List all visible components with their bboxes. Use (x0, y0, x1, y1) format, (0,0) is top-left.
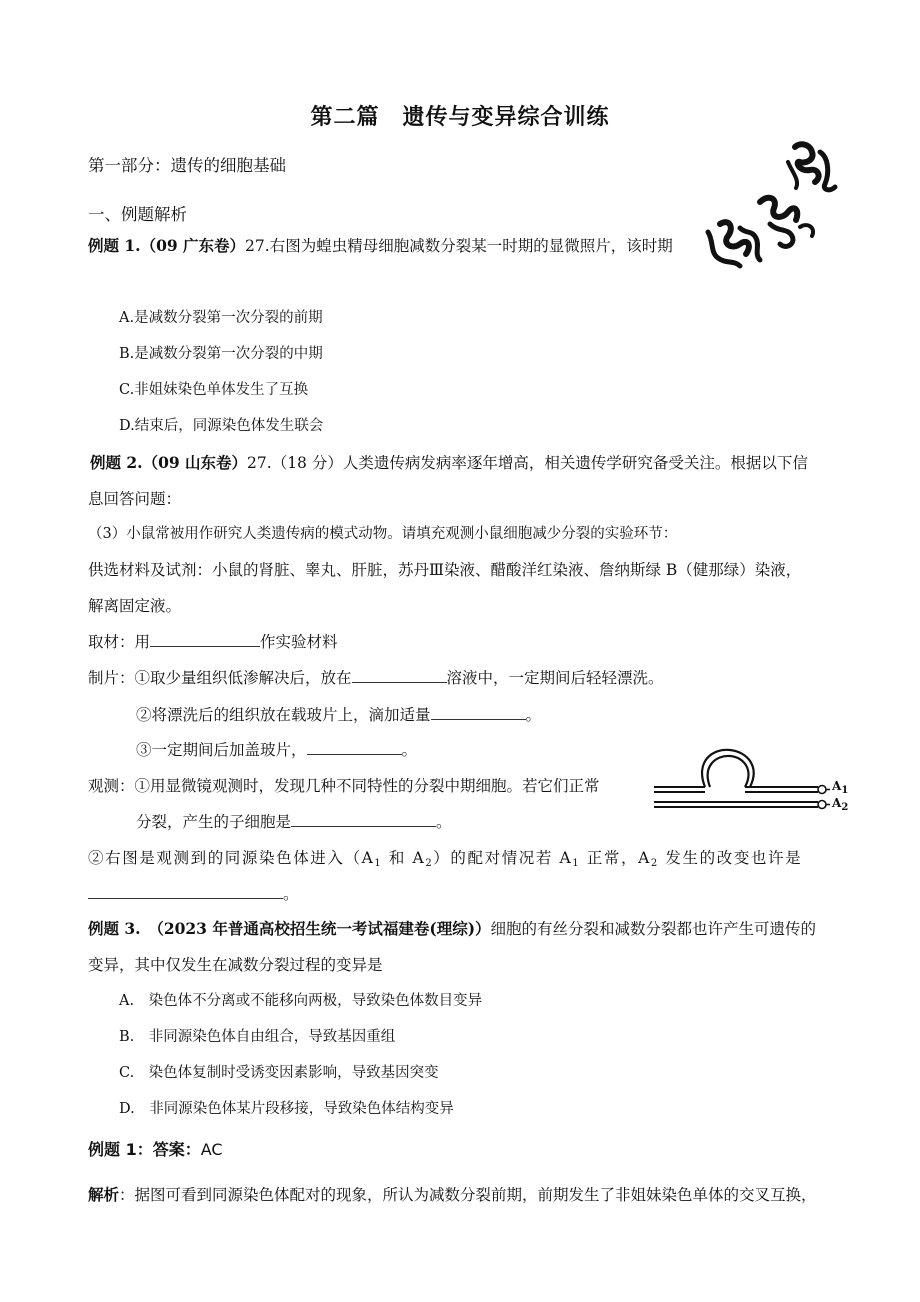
observe-step-1b-post: 。 (436, 813, 452, 831)
example-1-option-d: D.结束后，同源染色体发生联会 (119, 418, 324, 434)
prep-step-1-post: 溶液中，一定期间后轻轻漂洗。 (446, 669, 664, 687)
example-3-option-a: A. 染色体不分离或不能移向两极，导致染色体数目变异 (119, 993, 483, 1009)
diagram-label-a2 (832, 796, 848, 813)
example-1-option-a: A.是减数分裂第一次分裂的前期 (119, 310, 323, 326)
prep-step-3 (136, 738, 417, 760)
take-material-line (88, 630, 338, 652)
analysis-text: ：据图可看到同源染色体配对的现象，所认为减数分裂前期，前期发生了非姐妹染色单体的交叉互换， (119, 1186, 817, 1204)
part-heading: 第一部分：遗传的细胞基础 (88, 156, 286, 175)
sub-a2: 2 (425, 858, 434, 869)
example-3-line-1 (88, 917, 816, 939)
prep-step-1-pre: 制片：①取少量组织低渗解决后，放在 (88, 669, 352, 687)
sub-a1: 1 (374, 858, 383, 869)
sub-a1-2: 1 (572, 858, 581, 869)
observe-step-1: 观测：①用显微镜观测时，发现几种不同特性的分裂中期细胞。若它们正常 (88, 777, 600, 795)
prep-step-2-post: 。 (525, 706, 542, 724)
analysis-line (88, 1183, 817, 1205)
example-1-question (88, 234, 673, 256)
sub-a2-2: 2 (650, 858, 659, 869)
blank-prep-2[interactable] (431, 705, 526, 720)
prep-step-1 (88, 666, 664, 688)
diagram-label-a2-sub: 2 (841, 802, 849, 813)
example-3-label: 例题 3. （2023 年普通高校招生统一考试福建卷(理综)） (88, 919, 491, 938)
blank-observe-2[interactable] (88, 884, 283, 899)
observe-step-2b (88, 882, 299, 904)
example-2-materials-2: 解离固定液。 (88, 597, 182, 615)
diagram-label-a2-letter: A (832, 796, 842, 810)
example-2-materials-1: 供选材料及试剂：小鼠的肾脏、睾丸、肝脏，苏丹Ⅲ染液、醋酸洋红染液、詹纳斯绿 B（健那绿）染液， (88, 561, 802, 579)
observe-step-2-pre: ②右图是观测到的同源染色体进入（A (88, 849, 375, 867)
answer-label: 例题 1：答案： (88, 1140, 201, 1159)
page-title: 第二篇 遗传与变异综合训练 (310, 105, 610, 130)
prep-step-3-post: 。 (401, 741, 418, 759)
example-1-label: 例题 1.（09 广东卷） (88, 236, 246, 255)
blank-prep-1[interactable] (352, 668, 447, 683)
example-3-option-b: B. 非同源染色体自由组合，导致基因重组 (119, 1029, 396, 1045)
example-2-q3: （3）小鼠常被用作研究人类遗传病的模式动物。请填充观测小鼠细胞减少分裂的实验环节： (88, 526, 678, 542)
observe-step-2b-post: 。 (283, 885, 299, 903)
observe-step-2-post: 发生的改变也许是 (658, 849, 803, 867)
take-material-pre: 取材：用 (88, 633, 151, 651)
example-1-option-b: B.是减数分裂第一次分裂的中期 (119, 346, 323, 362)
diagram-label-a1 (832, 779, 848, 796)
prep-step-3-pre: ③一定期间后加盖玻片， (136, 741, 307, 759)
blank-take-material[interactable] (150, 632, 260, 647)
example-2-text: 27.（18 分）人类遗传病发病率逐年增高，相关遗传学研究备受关注。根据以下信 (247, 454, 808, 472)
diagram-label-a1-sub: 1 (841, 785, 849, 796)
answer-value: AC (200, 1140, 223, 1159)
example-2-label: 例题 2.（09 山东卷） (90, 453, 248, 472)
example-3-line-2: 变异，其中仅发生在减数分裂过程的变异是 (88, 956, 383, 974)
section-heading: 一、例题解析 (88, 205, 187, 224)
example-3-option-c: C. 染色体复制时受诱变因素影响，导致基因突变 (119, 1065, 439, 1081)
blank-prep-3[interactable] (307, 740, 402, 755)
example-1-text: 27.右图为蝗虫精母细胞减数分裂某一时期的显微照片，该时期 (245, 237, 673, 255)
chromosome-micrograph (700, 132, 840, 282)
take-material-post: 作实验材料 (260, 633, 338, 651)
observe-step-2-mid3: 正常，A (580, 849, 651, 867)
answer-line (88, 1137, 223, 1160)
observe-step-2-mid: 和 A (382, 849, 426, 867)
example-3-option-d: D. 非同源染色体某片段移接，导致染色体结构变异 (119, 1101, 454, 1117)
observe-step-1b-pre: 分裂，产生的子细胞是 (136, 813, 292, 831)
observe-step-1b (136, 810, 452, 832)
blank-observe-1[interactable] (291, 812, 436, 827)
diagram-label-a1-letter: A (832, 779, 842, 793)
example-1-option-c: C.非姐妹染色单体发生了互换 (119, 382, 309, 398)
observe-step-2 (88, 846, 802, 869)
example-3-text: 细胞的有丝分裂和减数分裂都也许产生可遗传的 (490, 920, 817, 938)
prep-step-2 (136, 703, 541, 725)
observe-step-2-mid2: ）的配对情况若 A (433, 849, 573, 867)
example-2-line-2: 息回答问题： (88, 490, 182, 508)
chromosome-pairing-diagram (650, 742, 850, 822)
analysis-label: 解析 (88, 1186, 120, 1204)
prep-step-2-pre: ②将漂洗后的组织放在载玻片上，滴加适量 (136, 706, 431, 724)
example-2-line-1 (90, 451, 808, 473)
